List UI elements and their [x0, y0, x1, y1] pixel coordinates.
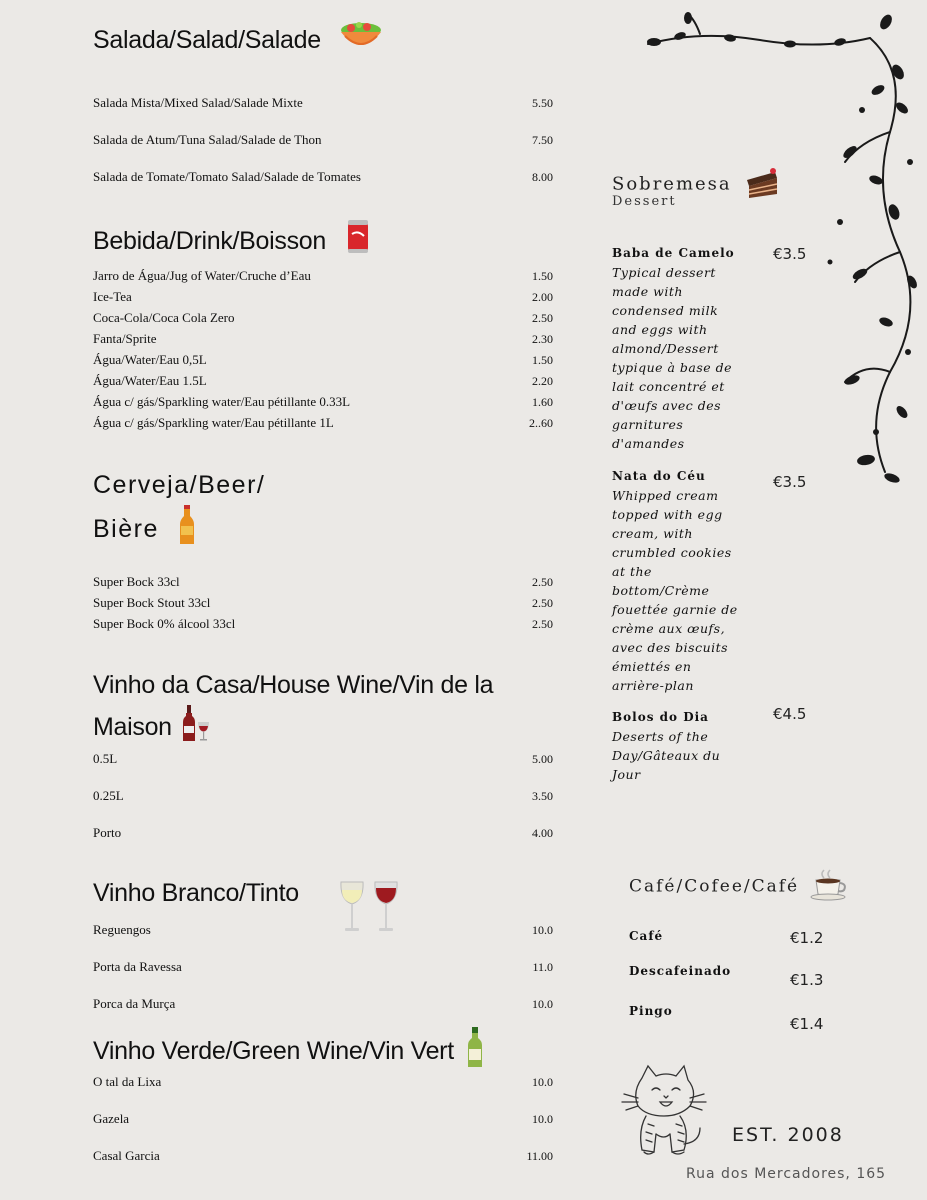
list-item: Bolos do Dia Deserts of the Day/Gâteaux du Jour	[612, 710, 721, 782]
list-item: Água/Water/Eau 0,5L 1.50	[93, 352, 553, 367]
list-item: Porca da Murça 10.0	[93, 996, 553, 1011]
list-item: Baba de Camelo Typical dessert made with condensed milk and eggs with almond/Dessert typique à base de lait concentré et d'œufs avec des garnitures d'amandes	[612, 246, 735, 451]
coffee-item-name: Pingo	[629, 1004, 673, 1018]
list-item: Salada de Atum/Tuna Salad/Salade de Thon 7.50	[93, 132, 553, 147]
established-text: EST. 2008	[732, 1124, 844, 1146]
list-item: Porta da Ravessa 11.0	[93, 959, 553, 974]
list-item: Gazela 10.0	[93, 1111, 553, 1126]
green-wine-bottle-icon	[465, 1026, 485, 1079]
list-item: Fanta/Sprite 2.30	[93, 331, 553, 346]
dessert-price: €4.5	[773, 705, 807, 723]
address-text: Rua dos Mercadores, 165	[686, 1166, 887, 1182]
list-item: Jarro de Água/Jug of Water/Cruche d’Eau 1.50	[93, 268, 553, 283]
cake-slice-icon	[745, 166, 779, 204]
coffee-item-price: €1.4	[790, 1015, 824, 1033]
list-item: Água c/ gás/Sparkling water/Eau pétillante 1L 2..60	[93, 415, 553, 430]
soda-can-icon	[343, 218, 373, 267]
wine-bottle-glass-icon	[182, 704, 210, 753]
list-item: Ice-Tea 2.00	[93, 289, 553, 304]
beer-heading: Cerveja/Beer/ Bière	[93, 466, 265, 557]
house-wine-heading: Vinho da Casa/House Wine/Vin de la Maison	[93, 666, 493, 753]
list-item: Salada Mista/Mixed Salad/Salade Mixte 5.50	[93, 95, 553, 110]
drink-heading: Bebida/Drink/Boisson	[93, 218, 373, 267]
coffee-item-name: Descafeinado	[629, 964, 732, 978]
dessert-heading: Sobremesa	[612, 166, 779, 204]
white-red-wine-heading: Vinho Branco/Tinto	[93, 879, 299, 907]
cat-drawing-icon	[618, 1064, 708, 1162]
list-item: 0.25L 3.50	[93, 788, 553, 803]
list-item: Super Bock Stout 33cl 2.50	[93, 595, 553, 610]
list-item: Super Bock 0% álcool 33cl 2.50	[93, 616, 553, 631]
coffee-item-price: €1.2	[790, 929, 824, 947]
list-item: Casal Garcia 11.00	[93, 1148, 553, 1163]
dessert-price: €3.5	[773, 245, 807, 263]
dessert-subtitle: Dessert	[612, 194, 677, 209]
coffee-item-price: €1.3	[790, 971, 824, 989]
list-item: Salada de Tomate/Tomato Salad/Salade de Tomates 8.00	[93, 169, 553, 184]
list-item: Água c/ gás/Sparkling water/Eau pétillante 0.33L 1.60	[93, 394, 553, 409]
list-item: 0.5L 5.00	[93, 751, 553, 766]
coffee-item-name: Café	[629, 929, 664, 943]
list-item: Nata do Céu Whipped cream topped with egg cream, with crumbled cookies at the bottom/Crème fouettée garnie de crème aux œufs, avec des biscuits émiettés en arrière-plan	[612, 469, 738, 693]
list-item: O tal da Lixa 10.0	[93, 1074, 553, 1089]
list-item: Super Bock 33cl 2.50	[93, 574, 553, 589]
dessert-price: €3.5	[773, 473, 807, 491]
list-item: Água/Water/Eau 1.5L 2.20	[93, 373, 553, 388]
salad-heading: Salada/Salad/Salade	[93, 18, 385, 65]
list-item: Coca-Cola/Coca Cola Zero 2.50	[93, 310, 553, 325]
coffee-cup-icon	[810, 868, 850, 906]
green-wine-heading: Vinho Verde/Green Wine/Vin Vert	[93, 1026, 485, 1079]
list-item: Porto 4.00	[93, 825, 553, 840]
salad-bowl-icon	[337, 18, 385, 65]
beer-bottle-icon	[177, 504, 197, 557]
list-item: Reguengos 10.0	[93, 922, 553, 937]
coffee-heading: Café/Cofee/Café	[629, 868, 850, 906]
